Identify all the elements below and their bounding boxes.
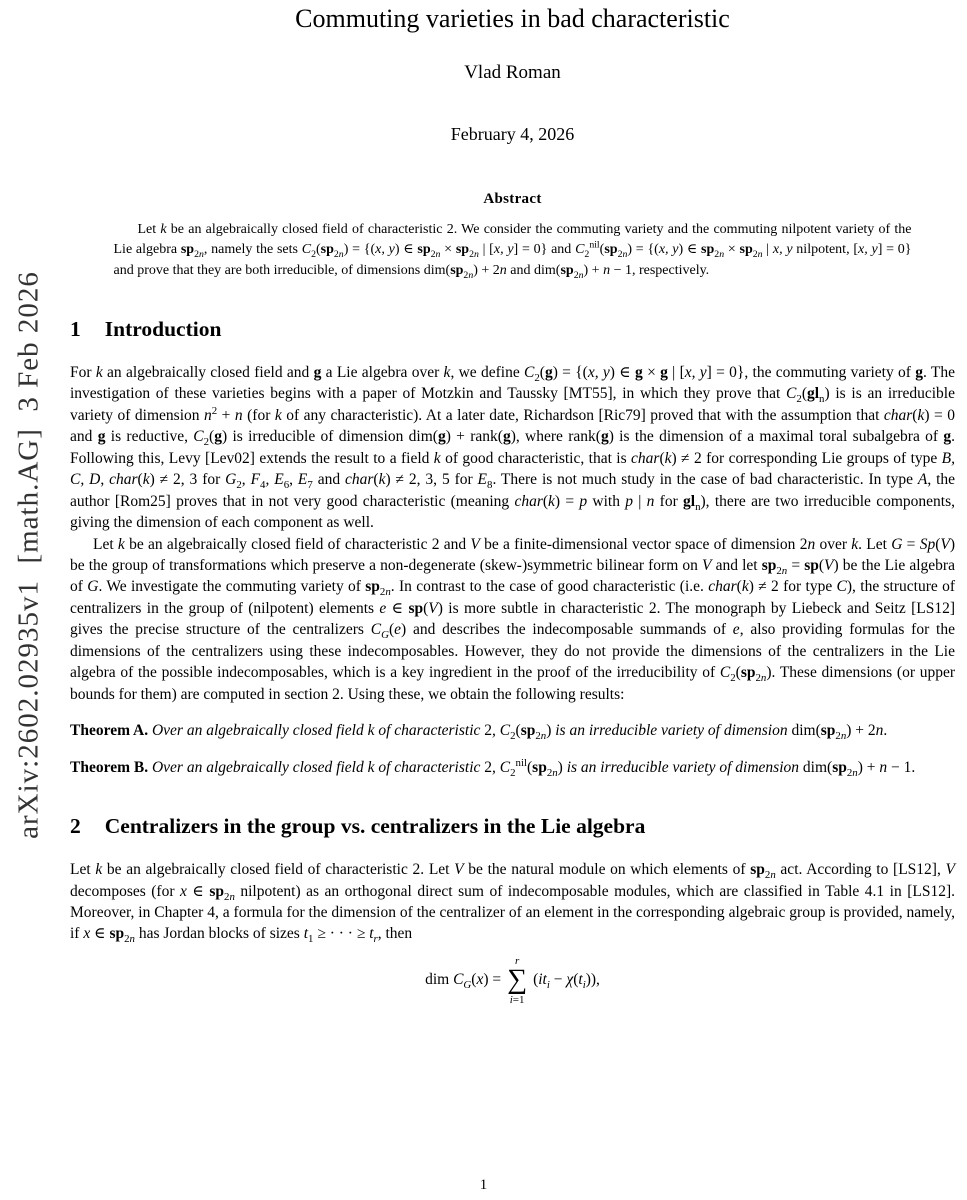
section-2-number: 2	[70, 814, 81, 839]
summation-operator	[507, 955, 527, 1006]
displayed-equation	[70, 955, 955, 1006]
theorem-a-label: Theorem A.	[70, 722, 149, 740]
theorem-a-body: Over an algebraically closed field k of characteristic 2, $C_2(sp_{2n})$ is an irreducible variety of dimension $dim(sp_{2n}) + 2n$.	[151, 722, 888, 743]
section-1-heading	[70, 317, 955, 342]
section-2-heading	[70, 814, 955, 839]
section-1-number: 1	[70, 316, 81, 341]
abstract-text: Let k be an algebraically closed field of characteristic 2. We consider the commuting variety and the commuting nilpotent variety of the Lie algebra $sp_{2n}$, namely the sets $C_2(sp_{2n}) = \{(x$, y) ∈ $sp_{2n} \times sp_{2n}$ | [x, y] = 0} and $C_2^{nil}(sp_{2n}) = \{(x$, y) ∈ $sp_{2n} \times sp_{2n}$ | x, y nilpotent, [x, y] = 0} and prove that they are both irreducible, of dimensions $dim(sp_{2n}) + 2n$ and $dim(sp_{2n}) + n - 1$, respectively.	[113, 222, 912, 281]
theorem-b-body: Over an algebraically closed field k of characteristic 2, $C_2^{nil}(sp_{2n})$ is an irreducible variety of dimension $dim(sp_{2n}) + n - 1$.	[151, 756, 916, 779]
equation-lhs: dim $C_G(x)$ =	[425, 971, 502, 992]
section-1-title: Introduction	[104, 316, 222, 341]
section-2-title: Centralizers in the group vs. centralizers in the Lie algebra	[104, 814, 646, 839]
theorem-a	[70, 720, 955, 741]
sum-lower-limit: i=1	[509, 993, 525, 1006]
intro-paragraph-1: For k an algebraically closed field and g a Lie algebra over k, we define $C_2(g) = \{(x$, y) ∈ g × g | [x, y] = 0}, the commuting variety of g. The investigation of these varieties begins with a paper of Motzkin and Taussky [MT55], in which they prove that $C_2(gl_n)$ is is an irreducible variety of dimension $n^2 + n$ (for k of any characteristic). At a later date, Richardson [Ric79] proved that with the assumption that char(k) = 0 and g is reductive, $C_2(g)$ is irreducible of dimension dim(g) + rank(g), where rank(g) is the dimension of a maximal toral subalgebra of g. Following this, Levy [Lev02] extends the result to a field k of good characteristic, that is char(k) ≠ 2 for corresponding Lie groups of type B, C, D, char(k) ≠ 2, 3 for $G_2$, $F_4$, $E_6$, $E_7$ and char(k) ≠ 2, 3, 5 for $E_8$. There is not much study in the case of bad characteristic. In type A, the author [Rom25] proves that in not very good characteristic (meaning char(k) = p with p | n for $gl_n$), there are two irreducible components, giving the dimension of each component as well.	[70, 363, 956, 532]
paper-date: February 4, 2026	[450, 124, 575, 144]
equation-rhs: $(it_i - \chi(t_i))$,	[533, 971, 600, 992]
arxiv-stamp: arXiv:2602.02935v1 [math.AG] 3 Feb 2026	[12, 271, 45, 839]
sum-upper-limit: r	[514, 954, 520, 967]
section-2-paragraph-1: Let k be an algebraically closed field of characteristic 2. Let V be the natural module on which elements of $sp_{2n}$ act. According to [LS12], V decomposes (for x ∈ $sp_{2n}$ nilpotent) as an orthogonal direct sum of indecomposable modules, which are classified in Table 4.1 in [LS12]. Moreover, in Chapter 4, a formula for the dimension of the centralizer of an element in the corresponding algebraic group is provided, namely, if x ∈ $sp_{2n}$ has Jordan blocks of sizes $t_1$ ≥ · · · ≥ $t_r$, then	[70, 861, 955, 946]
theorem-b	[70, 757, 955, 778]
abstract-heading: Abstract	[483, 191, 542, 207]
intro-paragraph-2: Let k be an algebraically closed field of characteristic 2 and V be a finite-dimensional vector space of dimension 2n over k. Let G = Sp(V) be the group of transformations which preserve a non-degenerate (skew-)symmetric bilinear form on V and let $sp_{2n} = sp(V)$ be the Lie algebra of G. We investigate the commuting variety of $sp_{2n}$. In contrast to the case of good characteristic (i.e. char(k) ≠ 2 for type C), the structure of centralizers in the group of (nilpotent) elements e ∈ sp(V) is more subtle in characteristic 2. The monograph by Liebeck and Seitz [LS12] gives the precise structure of the centralizers $C_G(e)$ and describes the indecomposable summands of e, also providing formulas for the dimensions of the centralizers using these indecomposables. However, they do not provide the dimensions of the centralizers in the Lie algebra of the possible indecomposables, which is a key ingredient in the proof of the irreducibility of $C_2(sp_{2n})$. These dimensions (or upper bounds for them) are computed in section 2. Using these, we obtain the following results:	[70, 535, 955, 703]
page-number: 1	[479, 1177, 488, 1193]
author-name: Vlad Roman	[464, 62, 561, 83]
paper-content	[0, 4, 967, 1006]
sigma-icon: ∑	[507, 963, 528, 995]
theorem-b-label: Theorem B.	[70, 758, 149, 776]
paper-title: Commuting varieties in bad characteristic	[295, 4, 730, 33]
